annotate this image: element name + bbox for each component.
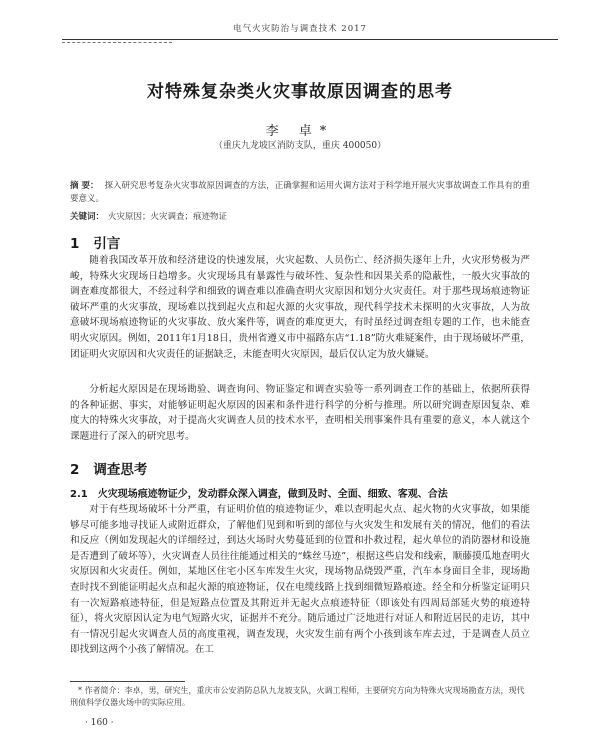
journal-header: 电气火灾防治与调查技术 2017 <box>233 24 367 34</box>
section-number: 1 <box>70 236 80 252</box>
keywords <box>70 210 530 222</box>
header-rule <box>62 39 558 40</box>
paper-title: 对特殊复杂类火灾事故原因调查的思考 <box>147 82 453 102</box>
keywords-label: 关键词： <box>70 212 105 222</box>
paragraph-intro-2: 分析起火原因是在现场勘验、调查询问、物证鉴定和调查实验等一系列调查工作的基础上，依据所获得的各种证据、事实，对能够证明起火原因的因素和条件进行科学的分析与推理。所以研究调查原因复杂、难度大的特殊火灾事故，对于提高火灾调查人员的技术水平，查明相关刑事案件具有重要的意义，本人就这个课题进行了深入的研究思考。 <box>70 384 530 442</box>
paragraph-section-2-1: 对于有些现场破坏十分严重，有证明价值的痕迹物证少，难以查明起火点、起火物的火灾事故，如果能够尽可能多地寻找证人或附近群众，了解他们见到和听到的部位与火灾发生和发展有关的情况，他们的看法和反应（例如发现起火的详细经过，到达火场时火势蔓延到的位置和扑救过程，起火单位的消防器材和设施是否遭到了破坏等），火灾调查人员往往能通过相关的“蛛丝马迹”，根据这些启发和线索，顺藤摸瓜地查明火灾原因和火灾责任。例如，某地区住宅小区车库发生火灾，现场物品烧毁严重，汽车本身面目全非，现场勘查时找不到能证明起火点和起火源的痕迹物证，仅在电缆线路上找到细微短路痕迹。经全和分析鉴定证明只有一次短路痕迹特征，但是短路点位置及其附近并无起火点痕迹特征（即该处有四周局部延火势的痕迹特征），将火灾原因认定为电气短路火灾，证据并不充分。随后通过广泛地进行对证人和附近居民的走访，其中有一情况引起火灾调查人员的高度重视，调查发现，火灾发生前有两个小孩到该车库去过，于是调查人员立即找到这两个小孩了解情况。在工 <box>70 504 530 656</box>
footnote-rule <box>70 681 185 682</box>
section-heading-1 <box>70 232 120 252</box>
keywords-text: 火灾原因；火灾调查；痕迹物证 <box>108 212 228 222</box>
header-rule-dashed <box>62 42 172 43</box>
abstract <box>70 180 530 206</box>
section-title: 引言 <box>93 236 121 252</box>
abstract-label: 摘 要： <box>70 181 99 191</box>
author-name: 李 卓* <box>265 124 335 139</box>
subsection-heading-2-1 <box>70 485 540 500</box>
section-number: 2 <box>70 462 80 478</box>
author-footnote: * 作者简介：李卓，男，研究生，重庆市公安消防总队九龙坡支队，火调工程师，主要研究方向为特殊火灾现场勘查方法，现代刑侦科学仪器火场中的实际应用。 <box>70 686 525 707</box>
paragraph-intro-1: 随着我国改革开放和经济建设的快速发展，火灾起数、人员伤亡、经济损失逐年上升，火灾形势极为严峻，特殊火灾现场日趋增多。火灾现场具有暴露性与破坏性、复杂性和因果关系的隐蔽性，一般火灾事故的调查难度都很大，不经过科学和细致的调查难以准确查明火灾原因和划分火灾责任。对于那些现场痕迹物证破坏严重的火灾事故，现场难以找到起火点和起火源的火灾事故，现代科学技术未探明的火灾事故，人为故意破坏现场痕迹物证的火灾事故、放火案件等，调查的难度更大，有时虽经过调查组专题的工作，也未能查明火灾原因。例如，2011年1月18日，贵州省遵义市中福路东店“1.18”防火难疑案件，由于现场破坏严重，团证明火灾原因和火灾责任的证据缺乏，未能查明火灾原因，最后仅认定为放火嫌疑。 <box>70 255 530 360</box>
subsection-title: 火灾现场痕迹物证少，发动群众深入调查，做到及时、全面、细致、客观、合法 <box>97 489 448 500</box>
abstract-text: 探入研究思考复杂火灾事故原因调查的方法，正确掌握和运用火调方法对于科学地开展火灾事故调查工作具有的重要意义。 <box>70 181 530 204</box>
subsection-number: 2.1 <box>70 489 88 500</box>
section-heading-2 <box>70 458 147 478</box>
author-affiliation: （重庆九龙坡区消防支队，重庆 400050） <box>213 141 387 151</box>
page-number: · 160 · <box>85 718 114 728</box>
section-title: 调查思考 <box>93 462 148 478</box>
